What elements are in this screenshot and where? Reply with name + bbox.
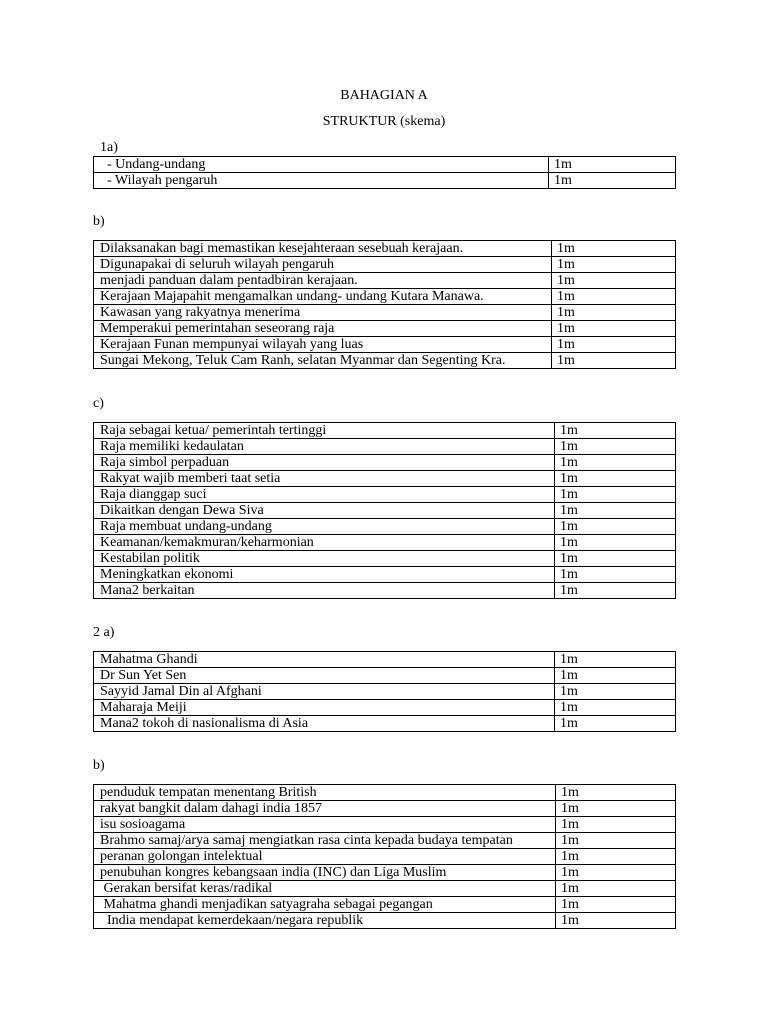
marking-table bbox=[93, 651, 676, 732]
page-title: BAHAGIAN A bbox=[340, 88, 428, 103]
answer-point: penubuhan kongres kebangsaan india (INC) dan Liga Muslim bbox=[94, 865, 556, 881]
mark-value: 1m bbox=[552, 353, 676, 369]
mark-value: 1m bbox=[555, 535, 676, 551]
table-row bbox=[94, 668, 676, 684]
section-label: 1a) bbox=[100, 140, 118, 155]
table-row bbox=[94, 817, 676, 833]
answer-point: peranan golongan intelektual bbox=[94, 849, 556, 865]
mark-value: 1m bbox=[556, 785, 676, 801]
table-row bbox=[94, 423, 676, 439]
mark-value: 1m bbox=[556, 817, 676, 833]
table-row bbox=[94, 439, 676, 455]
answer-point: - Wilayah pengaruh bbox=[94, 173, 549, 189]
answer-point: Raja membuat undang-undang bbox=[94, 519, 555, 535]
answer-point: Kerajaan Majapahit mengamalkan undang- undang Kutara Manawa. bbox=[94, 289, 552, 305]
mark-value: 1m bbox=[552, 257, 676, 273]
answer-point: Raja simbol perpaduan bbox=[94, 455, 555, 471]
marking-table bbox=[93, 156, 676, 189]
table-row bbox=[94, 567, 676, 583]
mark-value: 1m bbox=[556, 897, 676, 913]
answer-point: Raja memiliki kedaulatan bbox=[94, 439, 555, 455]
table-row bbox=[94, 241, 676, 257]
mark-value: 1m bbox=[552, 241, 676, 257]
table-row bbox=[94, 684, 676, 700]
answer-point: Kestabilan politik bbox=[94, 551, 555, 567]
table-row bbox=[94, 157, 676, 173]
mark-value: 1m bbox=[552, 305, 676, 321]
answer-point: Kerajaan Funan mempunyai wilayah yang luas bbox=[94, 337, 552, 353]
mark-value: 1m bbox=[549, 173, 676, 189]
answer-point: Sayyid Jamal Din al Afghani bbox=[94, 684, 555, 700]
answer-point: Mana2 berkaitan bbox=[94, 583, 555, 599]
table-row bbox=[94, 897, 676, 913]
marking-table bbox=[93, 240, 676, 369]
section-label: c) bbox=[93, 396, 104, 411]
mark-value: 1m bbox=[555, 716, 676, 732]
table-row bbox=[94, 785, 676, 801]
table-row bbox=[94, 173, 676, 189]
mark-value: 1m bbox=[555, 700, 676, 716]
table-row bbox=[94, 321, 676, 337]
mark-value: 1m bbox=[556, 833, 676, 849]
answer-point: Memperakui pemerintahan seseorang raja bbox=[94, 321, 552, 337]
mark-value: 1m bbox=[555, 423, 676, 439]
table-row bbox=[94, 455, 676, 471]
mark-value: 1m bbox=[555, 551, 676, 567]
mark-value: 1m bbox=[556, 913, 676, 929]
answer-point: isu sosioagama bbox=[94, 817, 556, 833]
section-label: b) bbox=[93, 758, 105, 773]
mark-value: 1m bbox=[555, 455, 676, 471]
answer-point: Maharaja Meiji bbox=[94, 700, 555, 716]
answer-point: Raja sebagai ketua/ pemerintah tertinggi bbox=[94, 423, 555, 439]
answer-point: Keamanan/kemakmuran/keharmonian bbox=[94, 535, 555, 551]
answer-point: Sungai Mekong, Teluk Cam Ranh, selatan Myanmar dan Segenting Kra. bbox=[94, 353, 552, 369]
table-row bbox=[94, 716, 676, 732]
table-row bbox=[94, 487, 676, 503]
mark-value: 1m bbox=[555, 684, 676, 700]
mark-value: 1m bbox=[555, 652, 676, 668]
table-row bbox=[94, 865, 676, 881]
marking-table bbox=[93, 784, 676, 929]
mark-value: 1m bbox=[556, 849, 676, 865]
mark-value: 1m bbox=[555, 519, 676, 535]
table-row bbox=[94, 849, 676, 865]
table-row bbox=[94, 353, 676, 369]
table-row bbox=[94, 503, 676, 519]
answer-point: menjadi panduan dalam pentadbiran kerajaan. bbox=[94, 273, 552, 289]
mark-value: 1m bbox=[555, 471, 676, 487]
mark-value: 1m bbox=[552, 337, 676, 353]
mark-value: 1m bbox=[555, 567, 676, 583]
page-subtitle: STRUKTUR (skema) bbox=[322, 114, 446, 129]
answer-point: Rakyat wajib memberi taat setia bbox=[94, 471, 555, 487]
table-row bbox=[94, 289, 676, 305]
mark-value: 1m bbox=[555, 439, 676, 455]
table-row bbox=[94, 583, 676, 599]
answer-point: Mahatma ghandi menjadikan satyagraha sebagai pegangan bbox=[94, 897, 556, 913]
table-row bbox=[94, 833, 676, 849]
table-row bbox=[94, 471, 676, 487]
answer-point: Mahatma Ghandi bbox=[94, 652, 555, 668]
table-row bbox=[94, 519, 676, 535]
table-row bbox=[94, 337, 676, 353]
table-row bbox=[94, 257, 676, 273]
mark-value: 1m bbox=[555, 503, 676, 519]
table-row bbox=[94, 881, 676, 897]
table-row bbox=[94, 801, 676, 817]
table-row bbox=[94, 551, 676, 567]
mark-value: 1m bbox=[549, 157, 676, 173]
marking-table bbox=[93, 422, 676, 599]
mark-value: 1m bbox=[555, 668, 676, 684]
answer-point: Dikaitkan dengan Dewa Siva bbox=[94, 503, 555, 519]
answer-point: rakyat bangkit dalam dahagi india 1857 bbox=[94, 801, 556, 817]
table-row bbox=[94, 305, 676, 321]
answer-point: India mendapat kemerdekaan/negara republik bbox=[94, 913, 556, 929]
answer-point: Mana2 tokoh di nasionalisma di Asia bbox=[94, 716, 555, 732]
answer-point: - Undang-undang bbox=[94, 157, 549, 173]
table-row bbox=[94, 700, 676, 716]
table-row bbox=[94, 652, 676, 668]
mark-value: 1m bbox=[552, 273, 676, 289]
mark-value: 1m bbox=[555, 583, 676, 599]
mark-value: 1m bbox=[552, 289, 676, 305]
answer-point: penduduk tempatan menentang British bbox=[94, 785, 556, 801]
answer-point: Dr Sun Yet Sen bbox=[94, 668, 555, 684]
answer-point: Dilaksanakan bagi memastikan kesejahteraan sesebuah kerajaan. bbox=[94, 241, 552, 257]
answer-point: Gerakan bersifat keras/radikal bbox=[94, 881, 556, 897]
answer-point: Meningkatkan ekonomi bbox=[94, 567, 555, 583]
table-row bbox=[94, 535, 676, 551]
table-row bbox=[94, 913, 676, 929]
mark-value: 1m bbox=[556, 881, 676, 897]
mark-value: 1m bbox=[556, 801, 676, 817]
mark-value: 1m bbox=[552, 321, 676, 337]
table-row bbox=[94, 273, 676, 289]
mark-value: 1m bbox=[555, 487, 676, 503]
answer-point: Digunapakai di seluruh wilayah pengaruh bbox=[94, 257, 552, 273]
answer-point: Kawasan yang rakyatnya menerima bbox=[94, 305, 552, 321]
section-label: 2 a) bbox=[93, 625, 115, 640]
answer-point: Raja dianggap suci bbox=[94, 487, 555, 503]
section-label: b) bbox=[93, 214, 105, 229]
answer-point: Brahmo samaj/arya samaj mengiatkan rasa cinta kepada budaya tempatan bbox=[94, 833, 556, 849]
mark-value: 1m bbox=[556, 865, 676, 881]
